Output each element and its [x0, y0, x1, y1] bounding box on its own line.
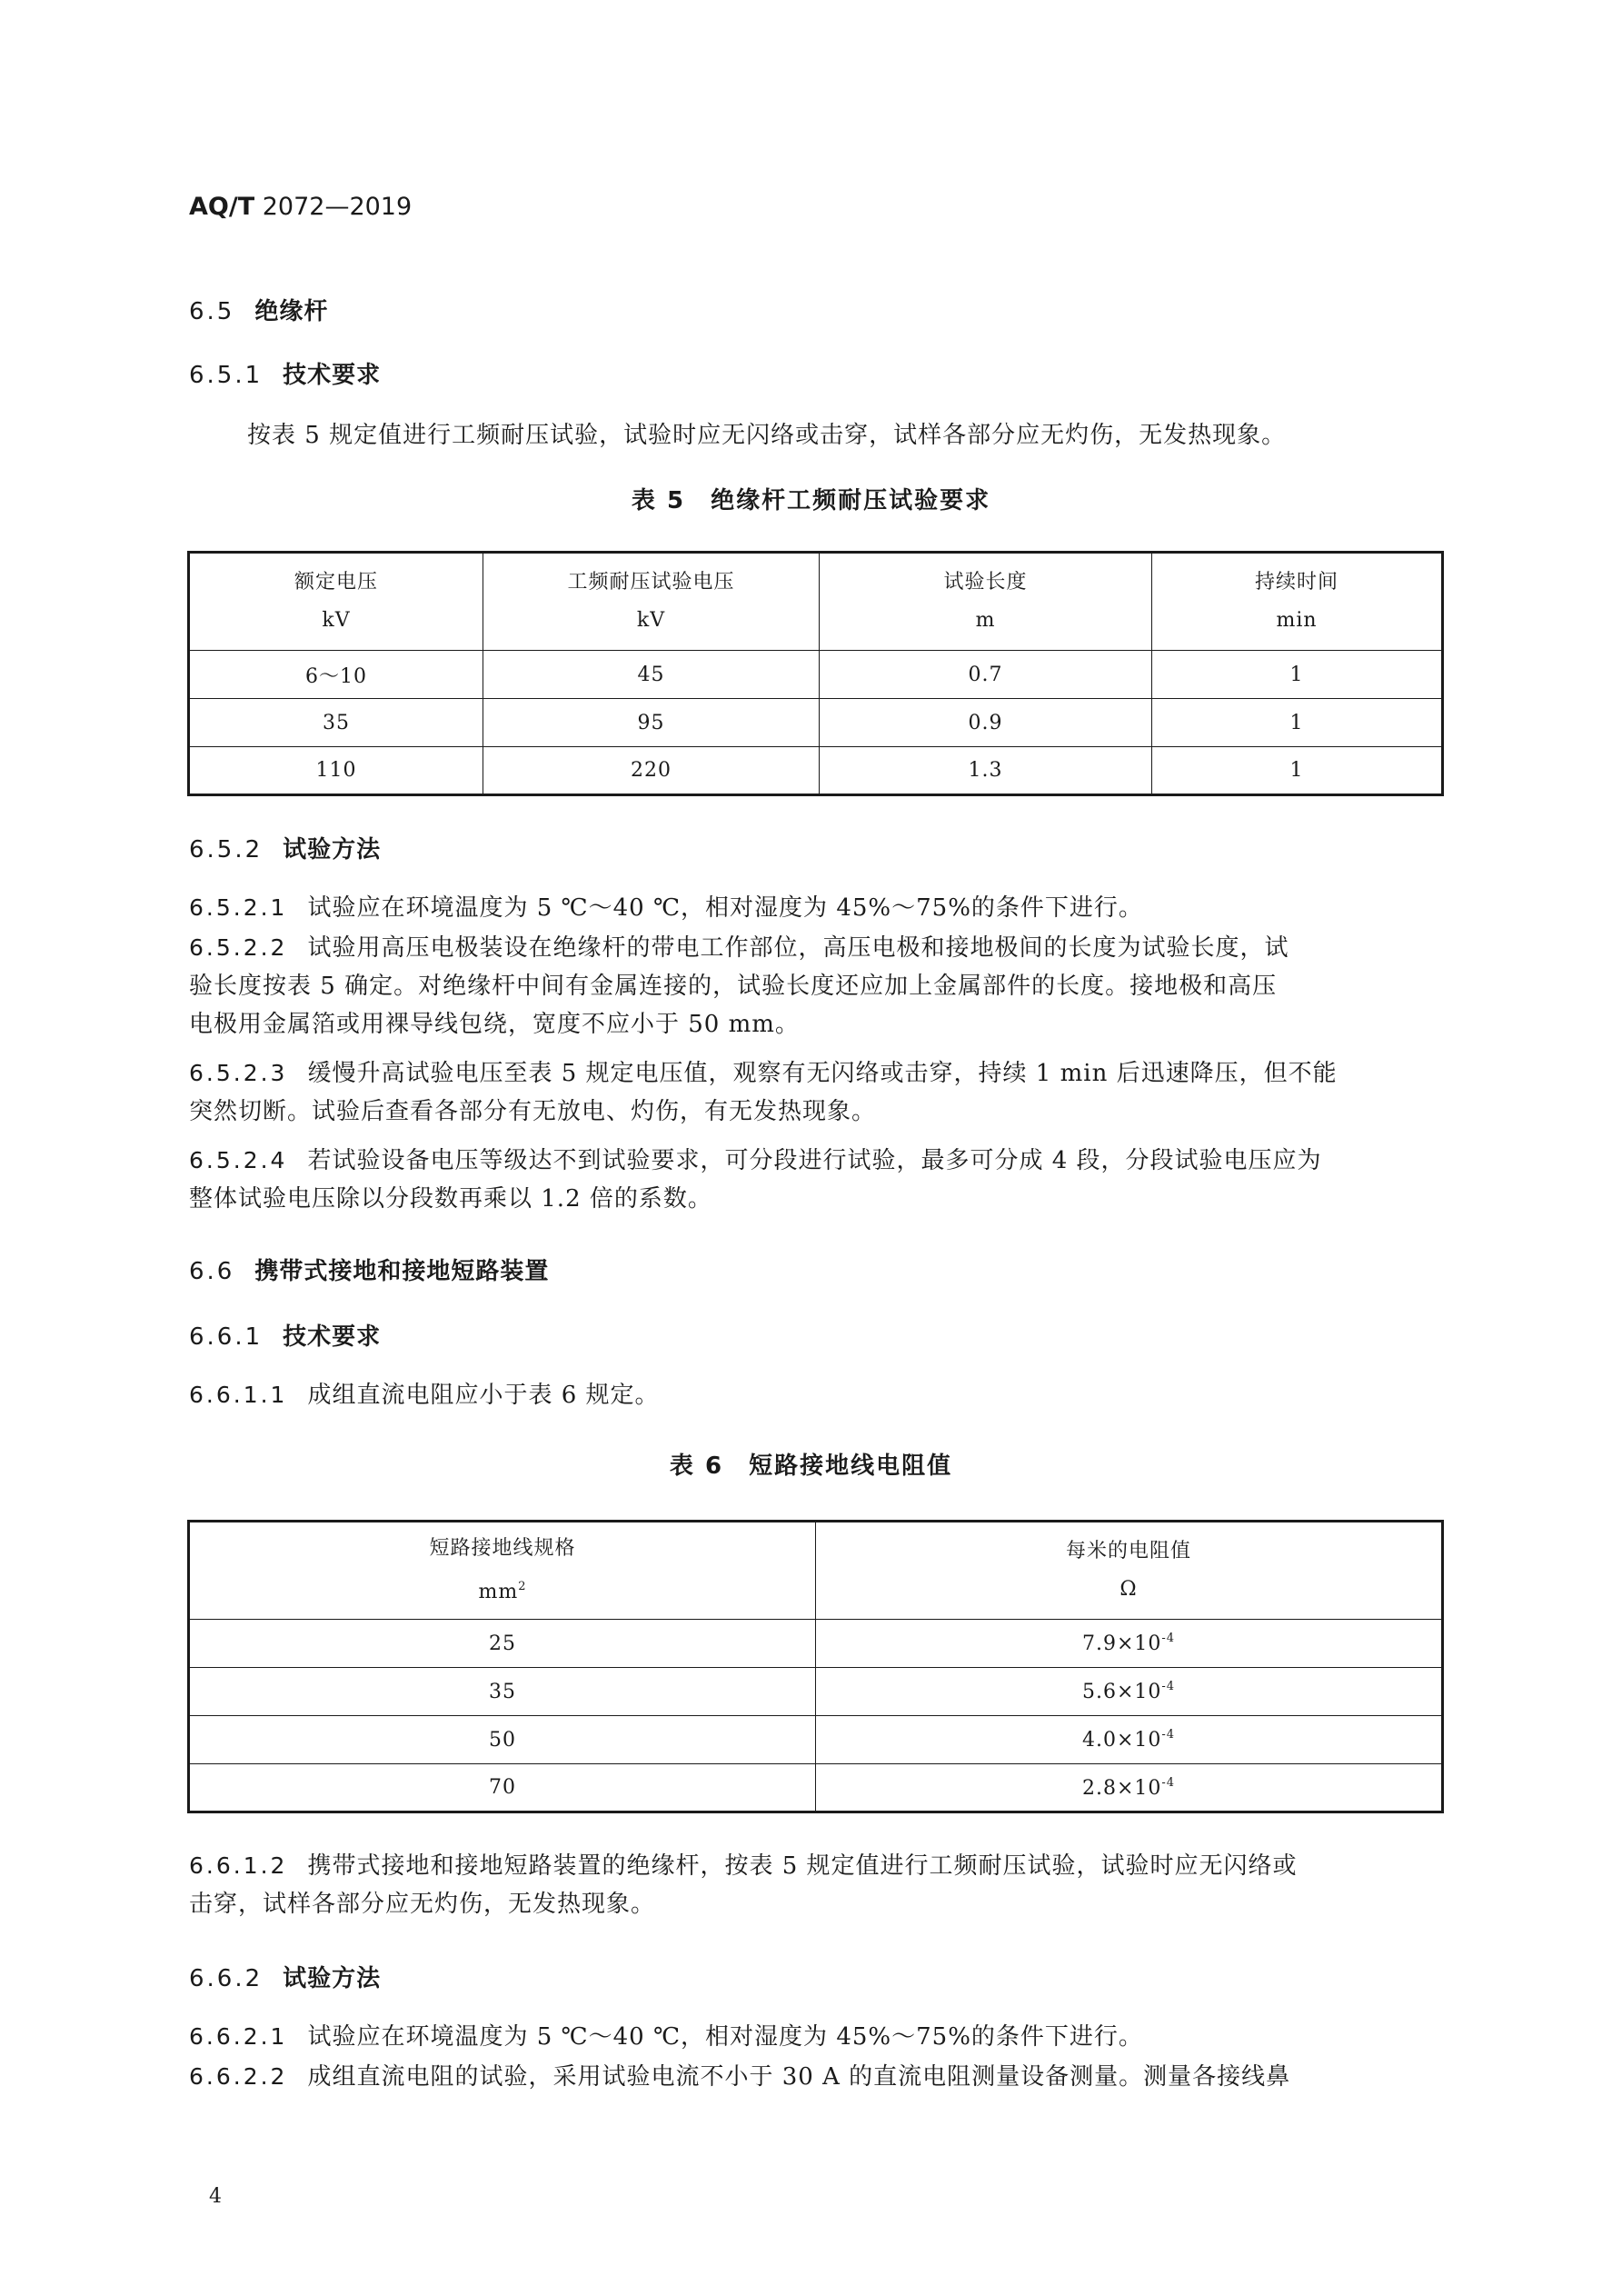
- clause-6-5-2-1: 6.5.2.1 试验应在环境温度为 5 ℃～40 ℃，相对湿度为 45%～75%的条件下进行。: [189, 894, 1143, 922]
- standard-code: AQ/T 2072—2019: [189, 193, 413, 221]
- clause-6-6-1-1: 6.6.1.1 成组直流电阻应小于表 6 规定。: [189, 1382, 660, 1409]
- table-cell: 0.7: [820, 651, 1152, 699]
- table-header-row: [189, 1522, 1443, 1620]
- table-header-cell: 持续时间 min: [1152, 553, 1443, 651]
- table-row: [189, 1764, 1443, 1812]
- table-cell: $5.6\times 10^{-4}$: [816, 1668, 1443, 1716]
- table-row: [189, 651, 1443, 699]
- table-cell: 50: [189, 1716, 816, 1764]
- table-header-cell: 每米的电阻值 Ω: [816, 1522, 1443, 1620]
- table-6: [187, 1520, 1444, 1813]
- table-cell: 1: [1152, 651, 1443, 699]
- section-heading-6-5: 6.5 绝缘杆: [189, 298, 329, 325]
- table-5: [187, 551, 1444, 796]
- table-cell: 70: [189, 1764, 816, 1812]
- clause-6-5-2-4: 6.5.2.4 若试验设备电压等级达不到试验要求，可分段进行试验，最多可分成 4 段，分段试验电压应为 整体试验电压除以分段数再乘以 1.2 倍的系数。: [189, 1147, 1322, 1213]
- paragraph-6-5-1: 按表 5 规定值进行工频耐压试验，试验时应无闪络或击穿，试样各部分应无灼伤，无发热现象。: [247, 422, 1287, 449]
- table-cell: 6～10: [189, 651, 483, 699]
- section-heading-6-6-2: 6.6.2 试验方法: [189, 1965, 382, 1992]
- table-cell: 110: [189, 747, 483, 795]
- table-cell: 35: [189, 1668, 816, 1716]
- clause-6-5-2-3: 6.5.2.3 缓慢升高试验电压至表 5 规定电压值，观察有无闪络或击穿，持续 1 min 后迅速降压，但不能 突然切断。试验后查看各部分有无放电、灼伤，有无发热现象。: [189, 1060, 1338, 1125]
- table-row: [189, 1716, 1443, 1764]
- table-header-cell: 短路接地线规格 $mm^2$: [189, 1522, 816, 1620]
- table-cell: $2.8\times 10^{-4}$: [816, 1764, 1443, 1812]
- table-header-cell: 工频耐压试验电压 kV: [483, 553, 820, 651]
- table-5-title: 表 5 绝缘杆工频耐压试验要求: [631, 487, 991, 514]
- table-header-cell: 试验长度 m: [820, 553, 1152, 651]
- table-cell: 1: [1152, 699, 1443, 747]
- table-cell: 95: [483, 699, 820, 747]
- table-cell: 45: [483, 651, 820, 699]
- clause-6-6-2-1: 6.6.2.1 试验应在环境温度为 5 ℃～40 ℃，相对湿度为 45%～75%的条件下进行。: [189, 2023, 1143, 2051]
- table-cell: 35: [189, 699, 483, 747]
- section-heading-6-5-1: 6.5.1 技术要求: [189, 362, 382, 389]
- table-row: [189, 1620, 1443, 1668]
- table-cell: 1.3: [820, 747, 1152, 795]
- section-heading-6-5-2: 6.5.2 试验方法: [189, 836, 382, 863]
- table-cell: $4.0\times 10^{-4}$: [816, 1716, 1443, 1764]
- table-6-title: 表 6 短路接地线电阻值: [669, 1452, 953, 1480]
- table-row: [189, 699, 1443, 747]
- clause-6-5-2-2: 6.5.2.2 试验用高压电极装设在绝缘杆的带电工作部位，高压电极和接地极间的长度为试验长度，试 验长度按表 5 确定。对绝缘杆中间有金属连接的，试验长度还应加上金属部件的长度。接地极和高压 电极用金属箔或用裸导线包绕，宽度不应小于 50 mm。: [189, 934, 1289, 1038]
- table-cell: 1: [1152, 747, 1443, 795]
- section-heading-6-6: 6.6 携带式接地和接地短路装置: [189, 1258, 550, 1285]
- clause-6-6-2-2: 6.6.2.2 成组直流电阻的试验，采用试验电流不小于 30 A 的直流电阻测量设备测量。测量各接线鼻: [189, 2063, 1291, 2091]
- table-row: [189, 747, 1443, 795]
- table-row: [189, 1668, 1443, 1716]
- table-cell: 220: [483, 747, 820, 795]
- table-cell: 0.9: [820, 699, 1152, 747]
- table-cell: 25: [189, 1620, 816, 1668]
- section-heading-6-6-1: 6.6.1 技术要求: [189, 1323, 382, 1351]
- table-cell: $7.9\times 10^{-4}$: [816, 1620, 1443, 1668]
- page-number: 4: [209, 2185, 222, 2208]
- clause-6-6-1-2: 6.6.1.2 携带式接地和接地短路装置的绝缘杆，按表 5 规定值进行工频耐压试验，试验时应无闪络或 击穿，试样各部分应无灼伤，无发热现象。: [189, 1852, 1298, 1918]
- table-header-cell: 额定电压 kV: [189, 553, 483, 651]
- table-header-row: [189, 553, 1443, 651]
